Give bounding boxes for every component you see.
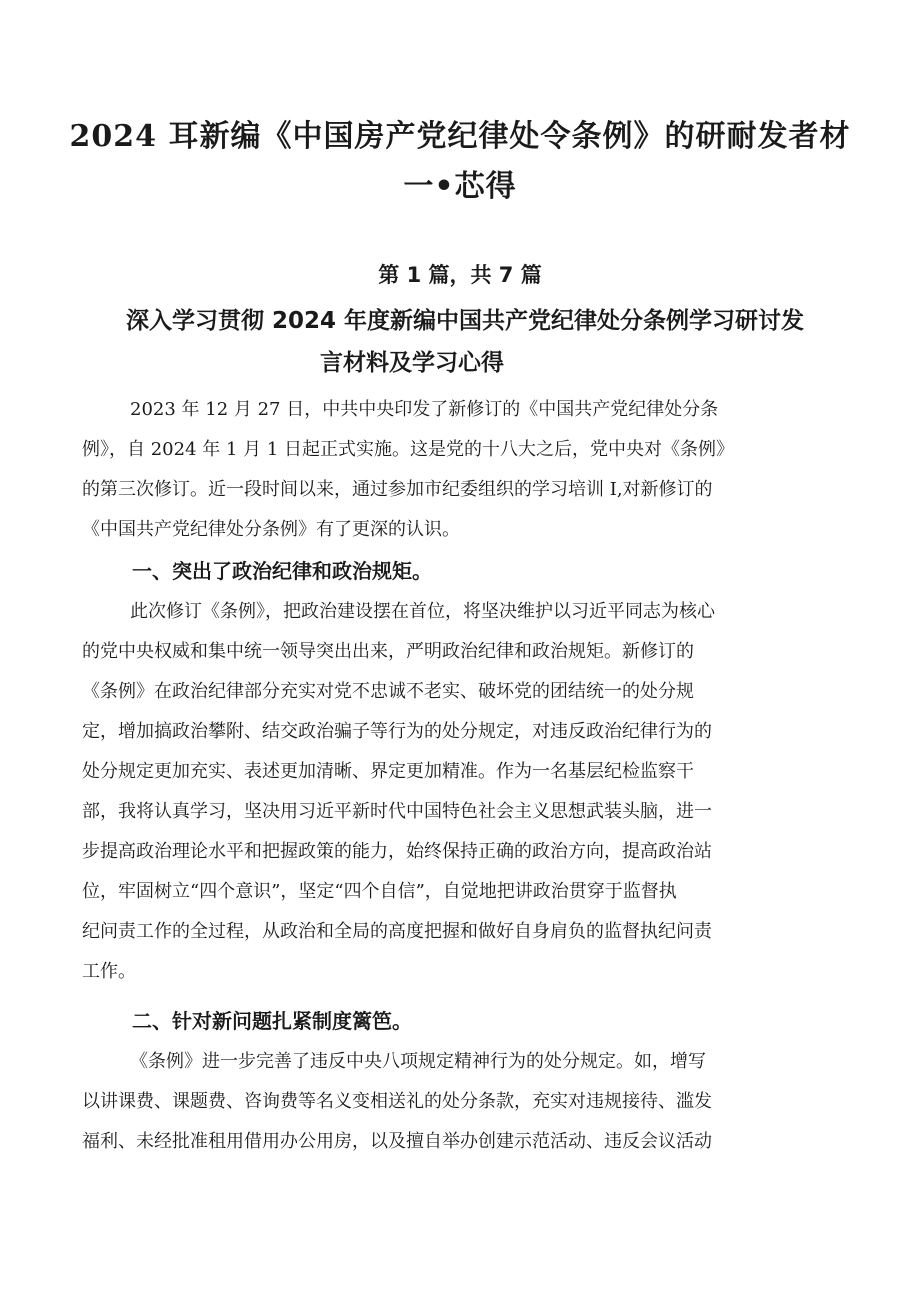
section-1-paragraph — [82, 592, 844, 992]
section-2-paragraph — [82, 1042, 844, 1162]
intro-line: 的第三次修订。近一段时间以来，通过参加市纪委组织的学习培训 I,对新修订的 — [82, 479, 713, 500]
section-1-line: 工作。 — [82, 961, 136, 982]
section-1-line: 部，我将认真学习，坚决用习近平新时代中国特色社会主义思想武装头脑，进一 — [82, 801, 712, 822]
article-body — [82, 390, 844, 1162]
article-title-line-1: 深入学习贯彻 2024 年度新编中国共产党纪律处分条例学习研讨发 — [126, 308, 805, 334]
section-2-line: 福利、未经批准租用借用办公用房，以及擅自举办创建示范活动、违反会议活动 — [82, 1131, 712, 1152]
section-1-line: 定，增加搞政治攀附、结交政治骗子等行为的处分规定，对违反政治纪律行为的 — [82, 721, 712, 742]
section-2-line: 以讲课费、课题费、咨询费等名义变相送礼的处分条款，充实对违规接待、滥发 — [82, 1091, 712, 1112]
document-title-line-1: 2024 耳新编《中国房产党纪律处令条例》的研耐发者材 — [69, 119, 851, 154]
intro-line: 2023 年 12 月 27 日，中共中央印发了新修订的《中国共产党纪律处分条 — [130, 399, 719, 420]
document-title — [60, 112, 860, 212]
section-1-line: 的党中央权威和集中统一领导突出出来，严明政治纪律和政治规矩。新修订的 — [82, 641, 694, 662]
section-1-line: 此次修订《条例》，把政治建设摆在首位，将坚决维护以习近平同志为核心 — [130, 601, 715, 622]
section-1-heading: 一、突出了政治纪律和政治规矩。 — [132, 559, 432, 583]
section-1-line: 位，牢固树立“四个意识”，坚定“四个自信”，自觉地把讲政治贯穿于监督执 — [82, 881, 677, 902]
section-1-line: 处分规定更加充实、表述更加清晰、界定更加精准。作为一名基层纪检监察干 — [82, 761, 694, 782]
section-2-line: 《条例》进一步完善了违反中央八项规定精神行为的处分规定。如，增写 — [130, 1051, 706, 1072]
intro-line: 《中国共产党纪律处分条例》有了更深的认识。 — [82, 519, 460, 540]
section-2-heading: 二、针对新问题扎紧制度篱笆。 — [132, 1009, 412, 1033]
section-1-line: 步提高政治理论水平和把握政策的能力，始终保持正确的政治方向，提高政治站 — [82, 841, 712, 862]
article-title — [60, 300, 860, 384]
intro-paragraph — [82, 390, 844, 550]
intro-line: 例》，自 2024 年 1 月 1 日起正式实施。这是党的十八大之后，党中央对《条例》 — [82, 439, 735, 460]
article-title-line-2: 言材料及学习心得 — [320, 350, 504, 376]
document-title-line-2: 一•芯得 — [403, 169, 517, 204]
part-label: 第 1 篇，共 7 篇 — [378, 263, 542, 287]
section-1-line: 纪问责工作的全过程，从政治和全局的高度把握和做好自身肩负的监督执纪问责 — [82, 921, 712, 942]
section-1-line: 《条例》在政治纪律部分充实对党不忠诚不老实、破坏党的团结统一的处分规 — [82, 681, 694, 702]
